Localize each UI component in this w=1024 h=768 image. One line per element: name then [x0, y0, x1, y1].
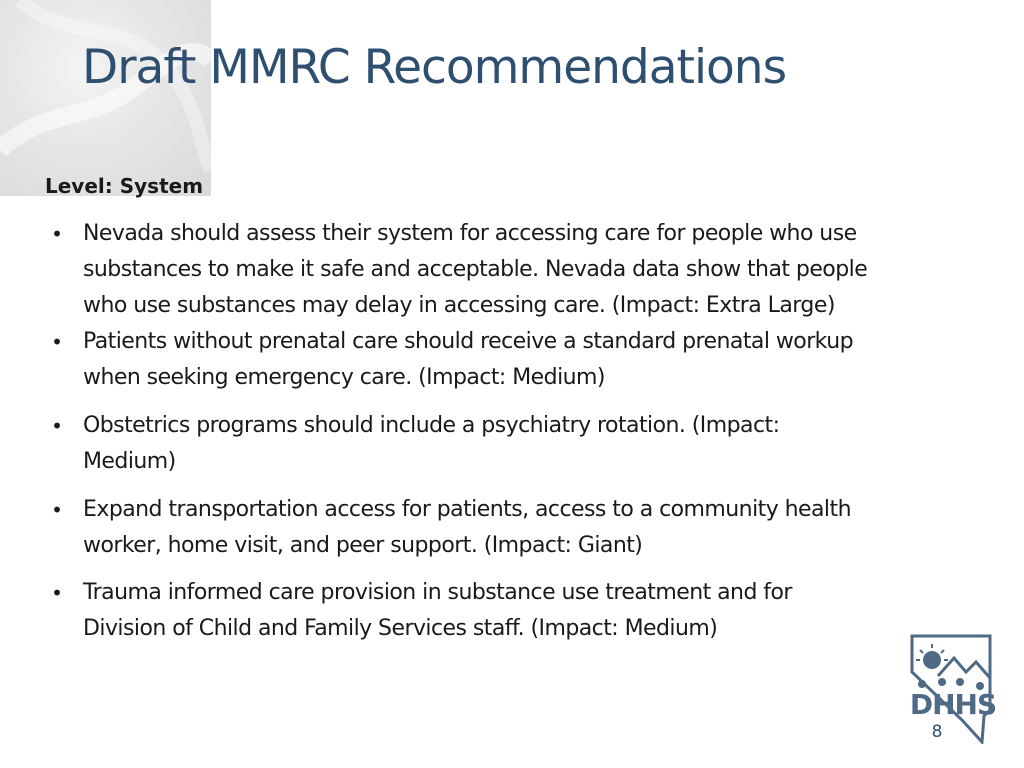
bullet-item — [45, 216, 945, 324]
bullet-text: Expand transportation access for patients, access to a community health worker, home visit, and peer support. (Impact: Giant) — [83, 497, 851, 558]
bullet-dot: • — [51, 330, 63, 354]
bullet-item — [45, 575, 945, 647]
decorative-swirl-icon — [0, 0, 211, 196]
bullet-dot: • — [51, 498, 63, 522]
bullet-text: Patients without prenatal care should receive a standard prenatal workup when seeking emergency care. (Impact: Medium) — [83, 329, 854, 390]
bullet-dot: • — [51, 414, 63, 438]
logo-text: DHHS — [909, 688, 997, 721]
bullet-text: Trauma informed care provision in substance use treatment and for Division of Child and Family Services staff. (Impact: Medium) — [83, 580, 792, 641]
bullet-item — [45, 324, 945, 396]
slide-title: Draft MMRC Recommendations — [82, 40, 787, 95]
bullet-item — [45, 492, 945, 564]
level-label: Level: System — [45, 174, 204, 198]
bullet-dot: • — [51, 581, 63, 605]
bullet-text: Obstetrics programs should include a psychiatry rotation. (Impact: Medium) — [83, 413, 780, 474]
page-number: 8 — [931, 722, 943, 742]
bullet-text: Nevada should assess their system for accessing care for people who use substances to make it safe and acceptable. Nevada data show that people who use substances may delay in accessing care. (Impact: Extra Large) — [83, 221, 868, 318]
bullet-dot: • — [51, 222, 63, 246]
bullet-item — [45, 408, 945, 480]
